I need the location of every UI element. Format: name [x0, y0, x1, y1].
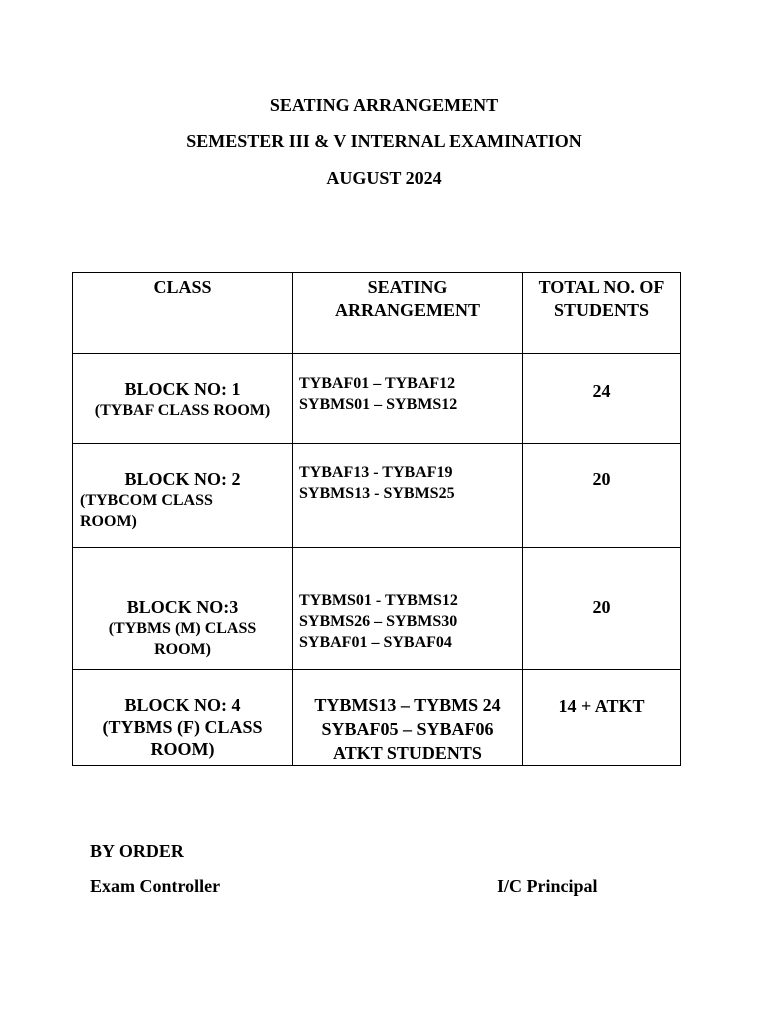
arrangement-line: TYBAF13 - TYBAF19 [299, 464, 453, 481]
total-value: 14 + ATKT [558, 696, 645, 716]
seating-table [72, 272, 681, 766]
room-label: (TYBCOM CLASS [80, 492, 213, 509]
arrangement-line: SYBAF05 – SYBAF06 [321, 719, 494, 739]
arrangement-cell [293, 444, 523, 548]
room-label: ROOM) [150, 739, 215, 759]
header-seating-arrangement [293, 273, 523, 354]
arrangement-line: SYBMS26 – SYBMS30 [299, 613, 458, 630]
arrangement-line: TYBMS13 – TYBMS 24 [314, 695, 501, 715]
room-label: ROOM) [80, 513, 137, 530]
block-label: BLOCK NO: 1 [124, 379, 241, 399]
table-row [73, 444, 681, 548]
header-class-label: CLASS [153, 277, 212, 297]
arrangement-cell [293, 670, 523, 766]
total-cell [523, 444, 681, 548]
header-seating-line2: ARRANGEMENT [334, 300, 480, 320]
arrangement-line: ATKT STUDENTS [333, 743, 482, 763]
block-label: BLOCK NO:3 [126, 597, 239, 617]
block-label: BLOCK NO: 4 [124, 695, 241, 715]
arrangement-line: SYBMS01 – SYBMS12 [299, 396, 458, 413]
header-total-line2: STUDENTS [553, 300, 650, 320]
total-value: 20 [592, 469, 611, 489]
total-value: 24 [592, 381, 611, 401]
arrangement-cell [293, 548, 523, 670]
table-row [73, 354, 681, 444]
arrangement-line: TYBAF01 – TYBAF12 [299, 375, 456, 392]
table-row [73, 670, 681, 766]
room-label: ROOM) [154, 641, 211, 658]
arrangement-line: SYBAF01 – SYBAF04 [299, 634, 452, 651]
room-label: (TYBMS (F) CLASS [102, 717, 263, 737]
total-value: 20 [592, 597, 611, 617]
header-total-line1: TOTAL NO. OF [538, 277, 665, 297]
document-date: AUGUST 2024 [326, 168, 442, 188]
arrangement-cell [293, 354, 523, 444]
table-header-row [73, 273, 681, 354]
header-class [73, 273, 293, 354]
arrangement-line: TYBMS01 - TYBMS12 [299, 592, 458, 609]
total-cell [523, 354, 681, 444]
arrangement-line: SYBMS13 - SYBMS25 [299, 485, 455, 502]
table-row [73, 548, 681, 670]
block-label: BLOCK NO: 2 [124, 469, 241, 489]
class-cell [73, 444, 293, 548]
document-title: SEATING ARRANGEMENT [269, 95, 499, 115]
header-seating-line1: SEATING [367, 277, 448, 297]
class-cell [73, 670, 293, 766]
header-total-students [523, 273, 681, 354]
by-order-label: BY ORDER [90, 841, 184, 861]
room-label: (TYBAF CLASS ROOM) [94, 402, 271, 419]
exam-controller-signatory: Exam Controller [90, 876, 221, 896]
total-cell [523, 670, 681, 766]
total-cell [523, 548, 681, 670]
room-label: (TYBMS (M) CLASS [108, 620, 257, 637]
class-cell [73, 548, 293, 670]
class-cell [73, 354, 293, 444]
document-subtitle: SEMESTER III & V INTERNAL EXAMINATION [186, 131, 582, 151]
principal-signatory: I/C Principal [497, 876, 598, 896]
